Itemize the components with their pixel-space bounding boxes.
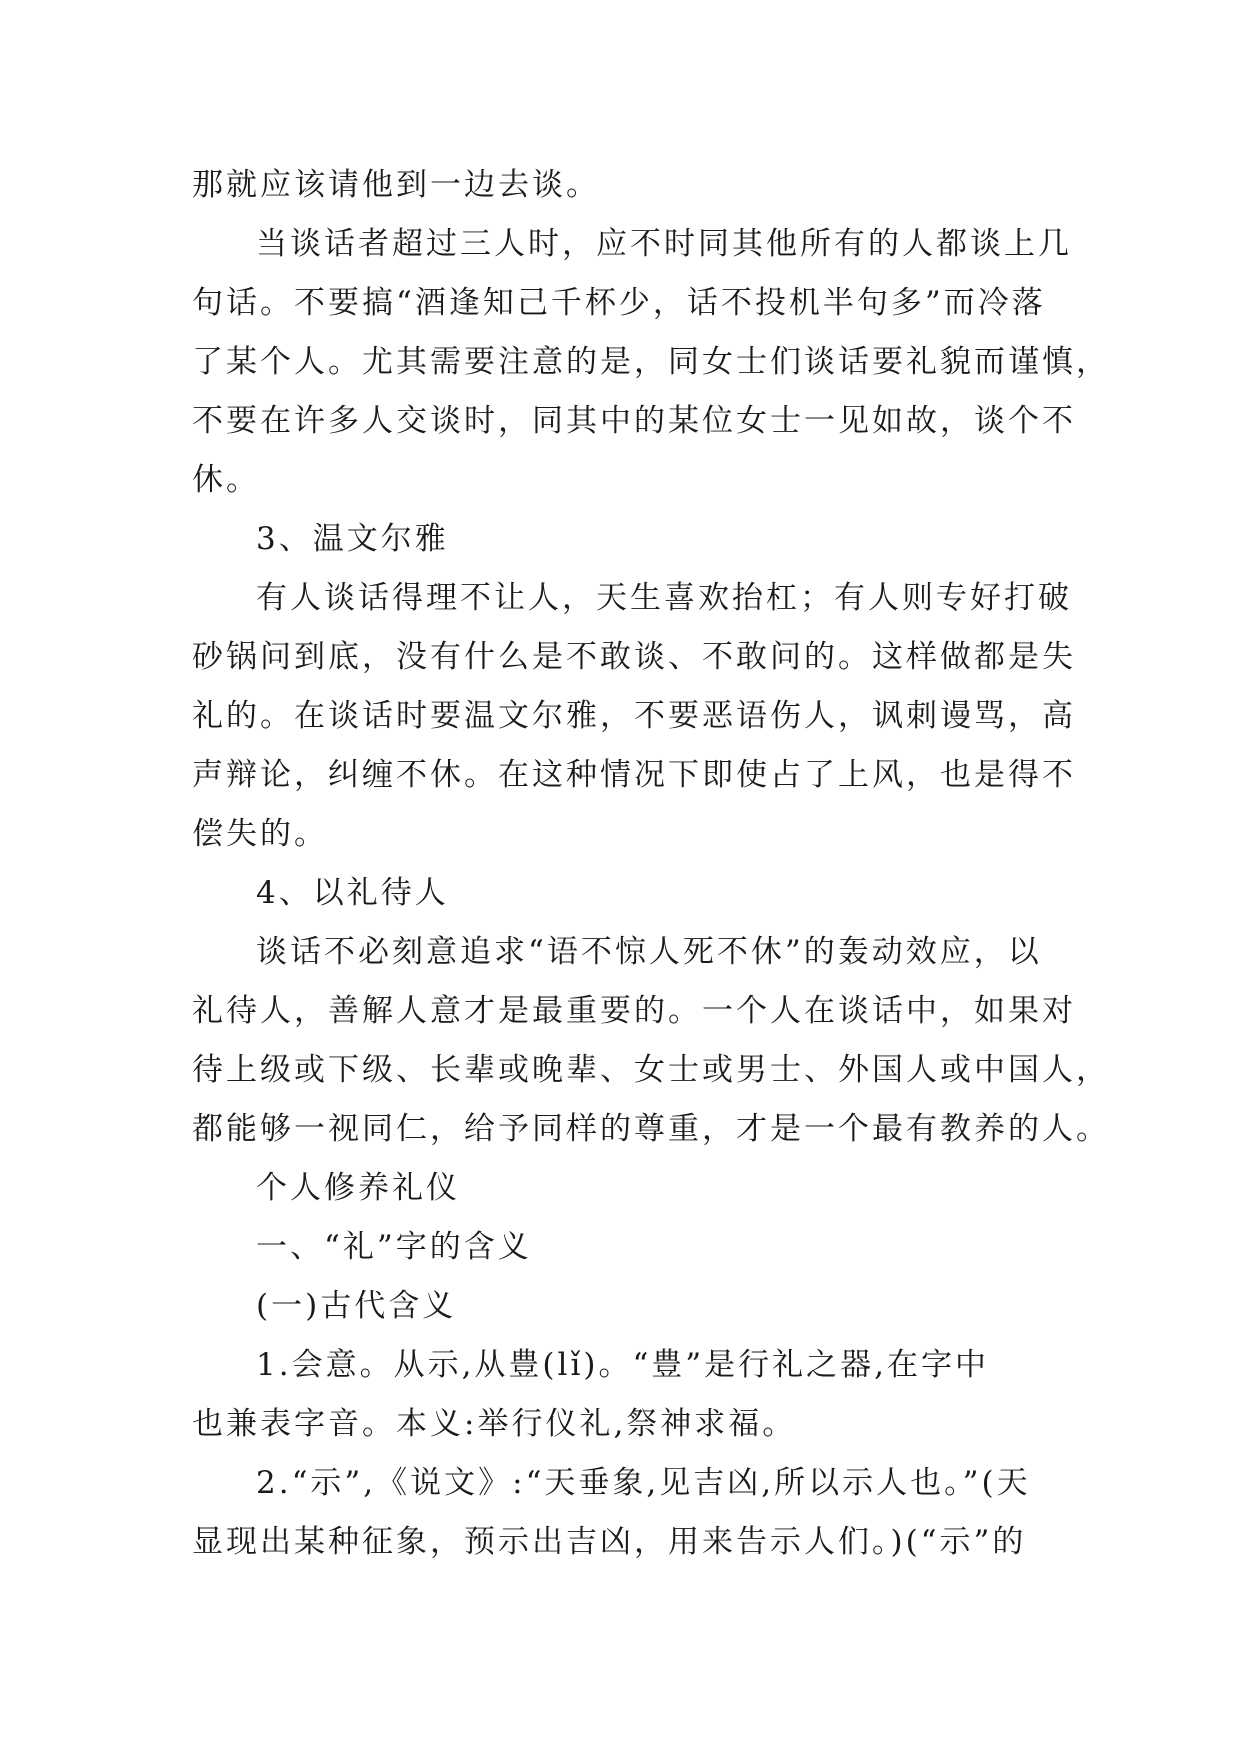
paragraph-start: 2.“示”,《说文》:“天垂象,见吉凶,所以示人也。”(天 <box>256 1465 1031 1501</box>
text-line: 也兼表字音。本义:举行仪礼,祭神求福。 <box>192 1406 797 1442</box>
text-line: 声辩论，纠缠不休。在这种情况下即使占了上风，也是得不 <box>192 757 1076 793</box>
text-line: 了某个人。尤其需要注意的是，同女士们谈话要礼貌而谨慎， <box>192 344 1110 380</box>
paragraph-start: 1.会意。从示,从豊(lǐ)。“豊”是行礼之器,在字中 <box>256 1347 989 1383</box>
text-line: 那就应该请他到一边去谈。 <box>192 167 600 203</box>
section-heading: 一、“礼”字的含义 <box>256 1229 532 1265</box>
text-line: 偿失的。 <box>192 816 328 852</box>
section-heading: 4、以礼待人 <box>256 875 449 911</box>
text-line: 礼待人，善解人意才是最重要的。一个人在谈话中，如果对 <box>192 993 1076 1029</box>
text-line: 待上级或下级、长辈或晚辈、女士或男士、外国人或中国人， <box>192 1052 1110 1088</box>
paragraph-start: 谈话不必刻意追求“语不惊人死不休”的轰动效应，以 <box>256 934 1042 970</box>
paragraph-start: 当谈话者超过三人时，应不时同其他所有的人都谈上几 <box>256 226 1072 262</box>
text-line: 显现出某种征象，预示出吉凶，用来告示人们。)(“示”的 <box>192 1524 1027 1560</box>
text-line: 句话。不要搞“酒逢知己千杯少，话不投机半句多”而冷落 <box>192 285 1046 321</box>
text-line: 不要在许多人交谈时，同其中的某位女士一见如故，谈个不 <box>192 403 1076 439</box>
paragraph-start: 有人谈话得理不让人，天生喜欢抬杠；有人则专好打破 <box>256 580 1072 616</box>
text-line: 休。 <box>192 462 260 498</box>
text-line: 砂锅问到底，没有什么是不敢谈、不敢问的。这样做都是失 <box>192 639 1076 675</box>
section-heading: 3、温文尔雅 <box>256 521 449 557</box>
section-heading: (一)古代含义 <box>256 1288 457 1324</box>
section-heading: 个人修养礼仪 <box>256 1170 460 1206</box>
document-body <box>192 156 1110 1572</box>
text-line: 礼的。在谈话时要温文尔雅，不要恶语伤人，讽刺谩骂，高 <box>192 698 1076 734</box>
text-line: 都能够一视同仁，给予同样的尊重，才是一个最有教养的人。 <box>192 1111 1110 1147</box>
